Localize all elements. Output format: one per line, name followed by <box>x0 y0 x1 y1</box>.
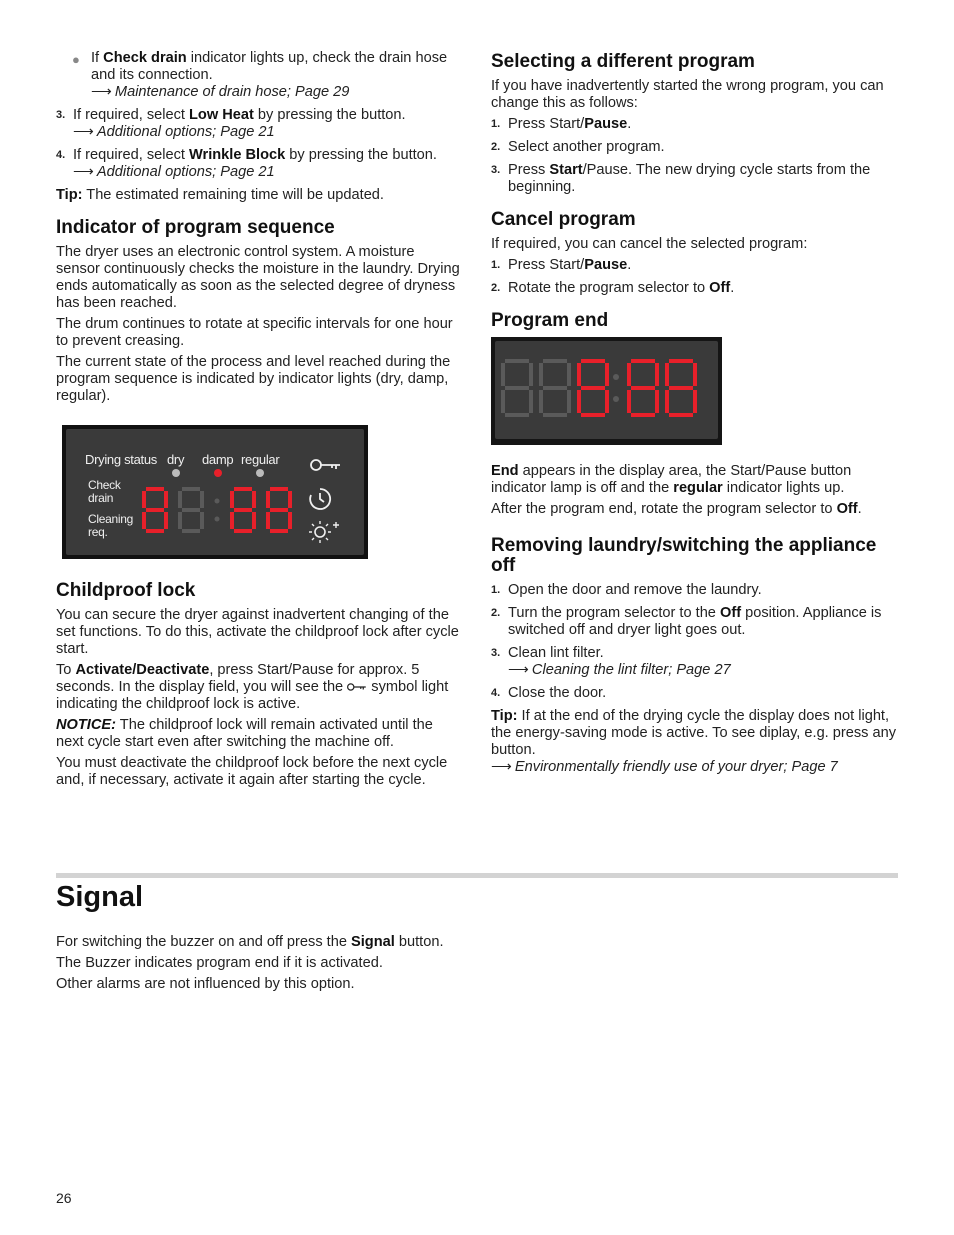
display-segment <box>655 390 659 413</box>
seven-segment-display <box>142 485 304 541</box>
display-segment <box>234 508 252 512</box>
display-segment <box>142 512 146 529</box>
display-segment <box>567 363 571 386</box>
paragraph: Other alarms are not influenced by this option. <box>56 976 355 992</box>
bullet-icon: ● <box>72 52 80 67</box>
paragraph: The current state of the process and level reached during the program sequence is indicated by indicator lights (dry, damp, regular). <box>56 354 451 404</box>
display-segment <box>567 390 571 413</box>
display-segment <box>164 491 168 508</box>
display-segment <box>200 512 204 529</box>
display-segment <box>266 512 270 529</box>
display-segment <box>543 386 567 390</box>
step-item: 1. Press Start/Pause. <box>491 116 632 132</box>
cross-reference[interactable]: ⟶ Maintenance of drain hose; Page 29 <box>91 84 350 100</box>
heading-removing: Removing laundry/switching the appliance off <box>491 535 877 576</box>
display-segment <box>270 508 288 512</box>
end-display-image <box>491 337 722 445</box>
display-segment <box>252 491 256 508</box>
display-segment <box>146 529 164 533</box>
list-item-check-drain: ● If Check drain indicator lights up, check the drain hose and its connection. ⟶ Maintenance of drain hose; Page 29 <box>56 50 462 101</box>
display-colon-dot <box>613 396 619 402</box>
paragraph: You must deactivate the childproof lock before the next cycle and, if necessary, activate it again after starting the cycle. <box>56 755 448 788</box>
tip-energy-saving: Tip: If at the end of the drying cycle the display does not light, the energy-saving mode is active. To see diplay, e.g. press any button. ⟶ Environmentally friendly use of your dryer; Page 7 <box>491 708 899 776</box>
light-plus-icon <box>308 519 340 545</box>
display-segment <box>605 390 609 413</box>
display-segment <box>577 363 581 386</box>
display-segment <box>505 386 529 390</box>
tip-remaining-time: Tip: The estimated remaining time will be updated. <box>56 187 384 203</box>
arrow-right-icon: ⟶ <box>491 759 512 775</box>
cross-reference[interactable]: ⟶ Additional options; Page 21 <box>73 124 275 140</box>
step-item: 2. Select another program. <box>491 139 665 155</box>
heading-childproof: Childproof lock <box>56 580 196 601</box>
step-item: 2. Turn the program selector to the Off position. Appliance is switched off and dryer light goes out. <box>491 605 882 638</box>
display-colon-dot <box>613 374 619 380</box>
right-column <box>491 50 899 780</box>
step-low-heat: 3. If required, select Low Heat by pressing the button. ⟶ Additional options; Page 21 <box>56 107 462 141</box>
display-segment <box>234 529 252 533</box>
step-item: 1. Open the door and remove the laundry. <box>491 582 762 598</box>
arrow-right-icon: ⟶ <box>73 124 94 140</box>
display-segment <box>631 413 655 417</box>
display-segment <box>234 487 252 491</box>
cross-reference[interactable]: ⟶ Environmentally friendly use of your dryer; Page 7 <box>491 759 838 775</box>
paragraph: The drum continues to rotate at specific intervals for one hour to prevent creasing. <box>56 316 453 349</box>
damp-label: damp <box>202 452 234 467</box>
display-segment <box>288 491 292 508</box>
display-colon-dot <box>215 499 220 504</box>
display-segment <box>505 413 529 417</box>
paragraph: You can secure the dryer against inadvertent changing of the set functions. To do this, activate the childproof lock after cycle start. <box>56 607 459 657</box>
display-segment <box>655 363 659 386</box>
display-segment <box>142 491 146 508</box>
check-drain-label: Check drain <box>88 478 121 505</box>
regular-label: regular <box>241 452 280 467</box>
display-segment <box>270 529 288 533</box>
display-segment <box>200 491 204 508</box>
display-segment <box>693 390 697 413</box>
display-segment <box>693 363 697 386</box>
display-segment <box>539 363 543 386</box>
display-segment <box>665 390 669 413</box>
seven-segment-display <box>501 355 711 429</box>
section-divider <box>56 873 898 878</box>
display-segment <box>627 363 631 386</box>
arrow-right-icon: ⟶ <box>73 164 94 180</box>
childproof-key-icon <box>310 457 342 473</box>
display-segment <box>270 487 288 491</box>
display-segment <box>539 390 543 413</box>
display-segment <box>501 390 505 413</box>
step-item: 3. Clean lint filter. ⟶ Cleaning the lint filter; Page 27 <box>491 645 899 679</box>
display-segment <box>669 386 693 390</box>
display-segment <box>529 363 533 386</box>
display-segment <box>581 359 605 363</box>
display-segment <box>543 413 567 417</box>
paragraph: End appears in the display area, the Start/Pause button indicator lamp is off and the regular indicator lights up. <box>491 463 852 496</box>
heading-indicator: Indicator of program sequence <box>56 217 335 238</box>
step-item: 2. Rotate the program selector to Off. <box>491 280 735 296</box>
display-segment <box>266 491 270 508</box>
heading-program-end: Program end <box>491 310 609 331</box>
display-segment <box>288 512 292 529</box>
display-segment <box>182 508 200 512</box>
display-segment <box>669 359 693 363</box>
paragraph: After the program end, rotate the program selector to Off. <box>491 501 862 517</box>
cross-reference[interactable]: ⟶ Additional options; Page 21 <box>73 164 275 180</box>
display-segment <box>501 363 505 386</box>
display-segment <box>665 363 669 386</box>
display-segment <box>543 359 567 363</box>
cleaning-req-label: Cleaning req. <box>88 512 133 539</box>
display-segment <box>252 512 256 529</box>
display-segment <box>178 491 182 508</box>
display-segment <box>505 359 529 363</box>
control-panel-image <box>62 425 368 559</box>
display-segment <box>627 390 631 413</box>
paragraph: The Buzzer indicates program end if it is activated. <box>56 955 383 971</box>
display-colon-dot <box>215 517 220 522</box>
display-segment <box>577 390 581 413</box>
arrow-right-icon: ⟶ <box>91 84 112 100</box>
display-segment <box>146 508 164 512</box>
cross-reference[interactable]: ⟶ Cleaning the lint filter; Page 27 <box>508 662 731 678</box>
display-segment <box>605 363 609 386</box>
step-wrinkle-block: 4. If required, select Wrinkle Block by pressing the button. ⟶ Additional options; Page 21 <box>56 147 462 181</box>
heading-selecting: Selecting a different program <box>491 51 755 72</box>
step-item: 4. Close the door. <box>491 685 607 701</box>
display-segment <box>631 359 655 363</box>
childproof-key-icon <box>347 682 367 692</box>
notice: NOTICE: The childproof lock will remain activated until the next cycle start even after switching the machine off. <box>56 717 433 750</box>
arrow-right-icon: ⟶ <box>508 662 529 678</box>
display-segment <box>581 413 605 417</box>
damp-indicator-light <box>214 469 222 477</box>
drying-status-label: Drying status <box>85 452 157 467</box>
display-segment <box>230 512 234 529</box>
step-item: 3. Press Start/Pause. The new drying cycle starts from the beginning. <box>491 162 871 195</box>
display-segment <box>529 390 533 413</box>
signal-body <box>56 934 476 997</box>
display-segment <box>182 487 200 491</box>
heading-signal: Signal <box>56 881 144 913</box>
paragraph: To Activate/Deactivate, press Start/Pause for approx. 5 seconds. In the display field, you will see the symbol light indicating the childproof lock is active. <box>56 662 449 712</box>
display-segment <box>581 386 605 390</box>
paragraph: If required, you can cancel the selected program: <box>491 236 808 252</box>
heading-cancel: Cancel program <box>491 209 636 230</box>
paragraph: For switching the buzzer on and off press the Signal button. <box>56 934 444 950</box>
display-segment <box>631 386 655 390</box>
timer-icon <box>308 487 332 511</box>
display-segment <box>178 512 182 529</box>
display-segment <box>146 487 164 491</box>
paragraph: The dryer uses an electronic control system. A moisture sensor continuously checks the moisture in the laundry. Drying ends automatically as soon as the selected degree of dryness has been reached. <box>56 244 460 311</box>
dry-label: dry <box>167 452 185 467</box>
left-column <box>56 50 462 793</box>
step-item: 1. Press Start/Pause. <box>491 257 632 273</box>
display-segment <box>182 529 200 533</box>
dry-indicator-light <box>172 469 180 477</box>
page-number: 26 <box>56 1190 72 1206</box>
display-segment <box>669 413 693 417</box>
display-segment <box>230 491 234 508</box>
display-segment <box>164 512 168 529</box>
regular-indicator-light <box>256 469 264 477</box>
paragraph: If you have inadvertently started the wrong program, you can change this as follows: <box>491 78 884 111</box>
